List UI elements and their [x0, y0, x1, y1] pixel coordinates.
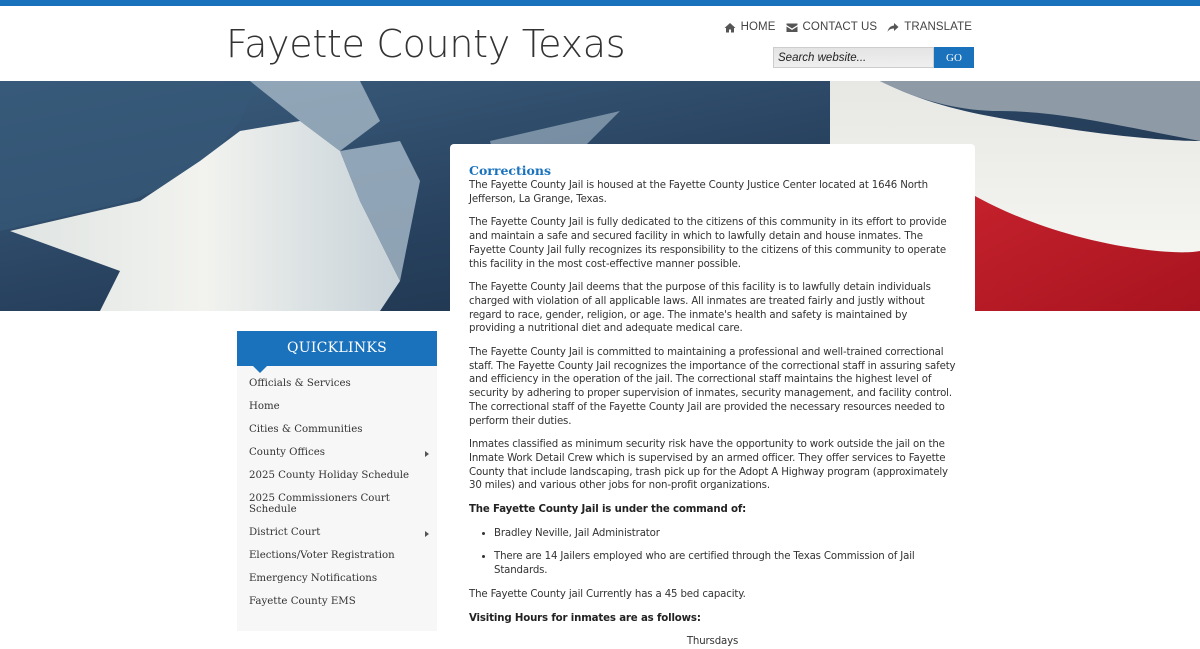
quicklink-emergency-notifications[interactable]: [237, 569, 437, 592]
quicklink-cities-communities[interactable]: [237, 420, 437, 443]
quicklink-label: Officials & Services: [249, 378, 351, 389]
site-title[interactable]: Fayette County Texas: [226, 22, 626, 66]
quicklinks-list: [237, 366, 437, 615]
command-list-item: • Bradley Neville, Jail Administrator: [494, 527, 956, 541]
main-content-card: [450, 144, 975, 648]
search-input[interactable]: [773, 47, 934, 68]
command-list-item: • There are 14 Jailers employed who are certified through the Texas Commission of Jail Standards.: [494, 550, 956, 577]
quicklinks-header: [237, 331, 437, 366]
paragraph-purpose: The Fayette County Jail deems that the purpose of this facility is to lawfully detain individuals charged with violation of all applicable laws. All inmates are treated fairly and justly without regard to race, gender, religion, or age. The inmate's health and safety is maintained by providing a nutritional diet and adequate medical care.: [469, 282, 931, 335]
command-heading: The Fayette County Jail is under the command of:: [469, 504, 747, 516]
quicklink-label: District Court: [249, 527, 321, 538]
quicklink-elections[interactable]: [237, 546, 437, 569]
nav-translate-label: TRANSLATE: [904, 21, 972, 33]
paragraph-dedication: The Fayette County Jail is fully dedicated to the citizens of this community in its effort to provide and maintain a safe and secured facility in which to lawfully detain and house inmates. The Fayette County Jail fully recognizes its responsibility to the citizens of this community to operate this facility in the most cost-effective manner possible.: [469, 217, 947, 270]
site-header: [0, 6, 1200, 81]
quicklink-label: 2025 Commissioners Court Schedule: [249, 493, 390, 515]
submenu-caret-right-icon: [425, 531, 429, 537]
quicklink-label: 2025 County Holiday Schedule: [249, 470, 410, 481]
share-arrow-icon: [887, 22, 899, 33]
submenu-caret-right-icon: [425, 451, 429, 457]
command-list: [494, 527, 956, 578]
quicklinks-sidebar: [237, 331, 437, 631]
quicklink-holiday-schedule[interactable]: [237, 466, 437, 489]
visiting-day: Thursdays: [686, 636, 739, 648]
envelope-icon: [786, 22, 798, 33]
nav-home-link[interactable]: [724, 21, 776, 33]
quicklink-commissioners-court-schedule[interactable]: [237, 489, 437, 523]
quicklink-label: County Offices: [249, 447, 325, 458]
quicklink-district-court[interactable]: [237, 523, 437, 546]
utility-nav: [724, 21, 972, 33]
visiting-hours-heading: Visiting Hours for inmates are as follows:: [469, 612, 701, 624]
quicklink-label: Home: [249, 401, 280, 412]
site-search: [773, 47, 974, 68]
capacity-text: The Fayette County jail Currently has a 45 bed capacity.: [469, 588, 746, 600]
quicklink-home[interactable]: [237, 397, 437, 420]
nav-contact-label: CONTACT US: [802, 21, 878, 33]
quicklink-ems[interactable]: [237, 592, 437, 615]
quicklink-label: Cities & Communities: [249, 424, 363, 435]
header-pointer-icon: [253, 366, 267, 373]
nav-translate-link[interactable]: [887, 21, 972, 33]
nav-home-label: HOME: [740, 21, 776, 33]
quicklinks-title: QUICKLINKS: [286, 340, 388, 356]
nav-contact-link[interactable]: [786, 21, 878, 33]
quicklink-county-offices[interactable]: [237, 443, 437, 466]
quicklink-officials-services[interactable]: [237, 374, 437, 397]
paragraph-work-detail: Inmates classified as minimum security risk have the opportunity to work outside the jail on the Inmate Work Detail Crew which is supervised by an armed officer. They offer services to Fayette County that include landscaping, trash pick up for the Adopt A Highway program (approximately 30 miles) and various other jobs for non-profit organizations.: [469, 439, 948, 492]
home-icon: [724, 22, 736, 33]
quicklink-label: Emergency Notifications: [249, 573, 378, 584]
search-go-button[interactable]: GO: [934, 47, 974, 68]
page-title: Corrections: [469, 163, 552, 178]
quicklink-label: Fayette County EMS: [249, 596, 356, 607]
quicklink-label: Elections/Voter Registration: [249, 550, 395, 561]
paragraph-staff: The Fayette County Jail is committed to maintaining a professional and well-trained correctional staff. The Fayette County Jail recognizes the importance of the correctional staff in assuring safety and efficiency in the operation of the jail. The correctional staff maintains the highest level of security by adhering to proper supervision of inmates, security management, and facility control. The correctional staff of the Fayette County Jail are provided the necessary resources needed to perform their duties.: [469, 347, 956, 427]
paragraph-location: The Fayette County Jail is housed at the Fayette County Justice Center located at 1646 North Jefferson, La Grange, Texas.: [469, 180, 928, 205]
